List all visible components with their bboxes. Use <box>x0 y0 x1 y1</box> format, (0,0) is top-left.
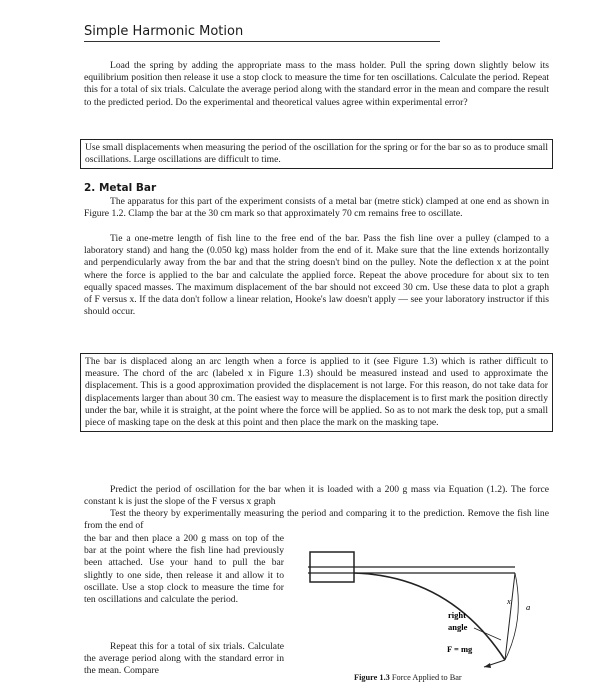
page-title: Simple Harmonic Motion <box>84 24 440 42</box>
bar-deflected <box>354 573 505 660</box>
chord-line <box>505 573 515 660</box>
metal-bar-paragraph-5: Repeat this for a total of six trials. Calculate the average period along with the standard error in the mean. Compare <box>84 641 284 677</box>
label-x: x <box>507 596 511 606</box>
figure-force-applied-to-bar <box>300 540 550 688</box>
metal-bar-paragraph-3: Predict the period of oscillation for the bar when it is loaded with a 200 g mass via Equation (1.2). The force constant k is just the slope of the F versus x graph <box>84 484 549 508</box>
metal-bar-note-box: The bar is displaced along an arc length when a force is applied to it (see Figure 1.3) which is rather difficult to measure. The chord of the arc (labeled x in Figure 1.3) should be measured instead and used to approximate the displacement. This is a good approximation provided the displacement is not large. For this reason, do not take data for displacements larger than about 30 cm. The easiest way to measure the displacement is to first mark the position directly under the bar, while it is straight, at the point where the force will be applied. So as to not mark the desk top, put a small piece of masking tape on the desk at this point and then place the mark on the masking tape. <box>80 353 553 432</box>
label-force: F = mg <box>447 644 473 654</box>
metal-bar-paragraph-1: The apparatus for this part of the experiment consists of a metal bar (metre stick) clamped at one end as shown in Figure 1.2. Clamp the bar at the 30 cm mark so that approximately 70 cm remains free to oscillate. <box>84 196 549 220</box>
label-a: a <box>526 602 531 612</box>
label-angle: angle <box>448 622 468 632</box>
figure-caption-label: Figure 1.3 <box>354 673 390 682</box>
metal-bar-paragraph-2: Tie a one-metre length of fish line to the free end of the bar. Pass the fish line over a pulley (clamped to a laboratory stand) and hang the (0.050 kg) mass holder from the end of it. Make sure that the line extends horizontally and perpendicularly away from the bar and that the string doesn't bind on the pulley. Note the deflection x at the point where the force is applied to the bar and calculate the applied force. Repeat the above procedure for about six to ten equally spaced masses. The maximum displacement of the bar should not exceed 30 cm. Use these data to plot a graph of F versus x. If the data don't follow a linear relation, Hooke's law doesn't apply — see your laboratory instructor if this should occur. <box>84 233 549 318</box>
figure-caption-text: Force Applied to Bar <box>391 673 462 682</box>
section-title-metal-bar: 2. Metal Bar <box>84 182 157 194</box>
metal-bar-paragraph-4a: Test the theory by experimentally measuring the period and comparing it to the prediction. Remove the fish line from the end of <box>84 508 549 532</box>
right-angle-pointer <box>474 628 501 640</box>
figure-diagram <box>300 540 550 688</box>
figure-caption <box>354 673 462 682</box>
force-arrowhead <box>484 663 491 668</box>
intro-paragraph: Load the spring by adding the appropriate mass to the mass holder. Pull the spring down slightly below its equilibrium position then release it use a stop clock to measure the time for ten oscillations. Calculate the period. Repeat this for a total of six trials. Calculate the average period along with the standard error in the mean and compare the result to the predicted period. Do the experimental and theoretical values agree within experimental error? <box>84 60 549 108</box>
metal-bar-paragraph-4b: the bar and then place a 200 g mass on top of the bar at the point where the fish line had previously been attached. Use your hand to pull the bar slightly to one side, then release it and allow it to oscillate. Use a stop clock to measure the time for ten oscillations and calculate the period. <box>84 533 284 606</box>
intro-note-box: Use small displacements when measuring the period of the oscillation for the spring or for the bar so as to produce small oscillations. Large oscillations are difficult to time. <box>80 139 553 169</box>
label-right: right <box>448 610 466 620</box>
